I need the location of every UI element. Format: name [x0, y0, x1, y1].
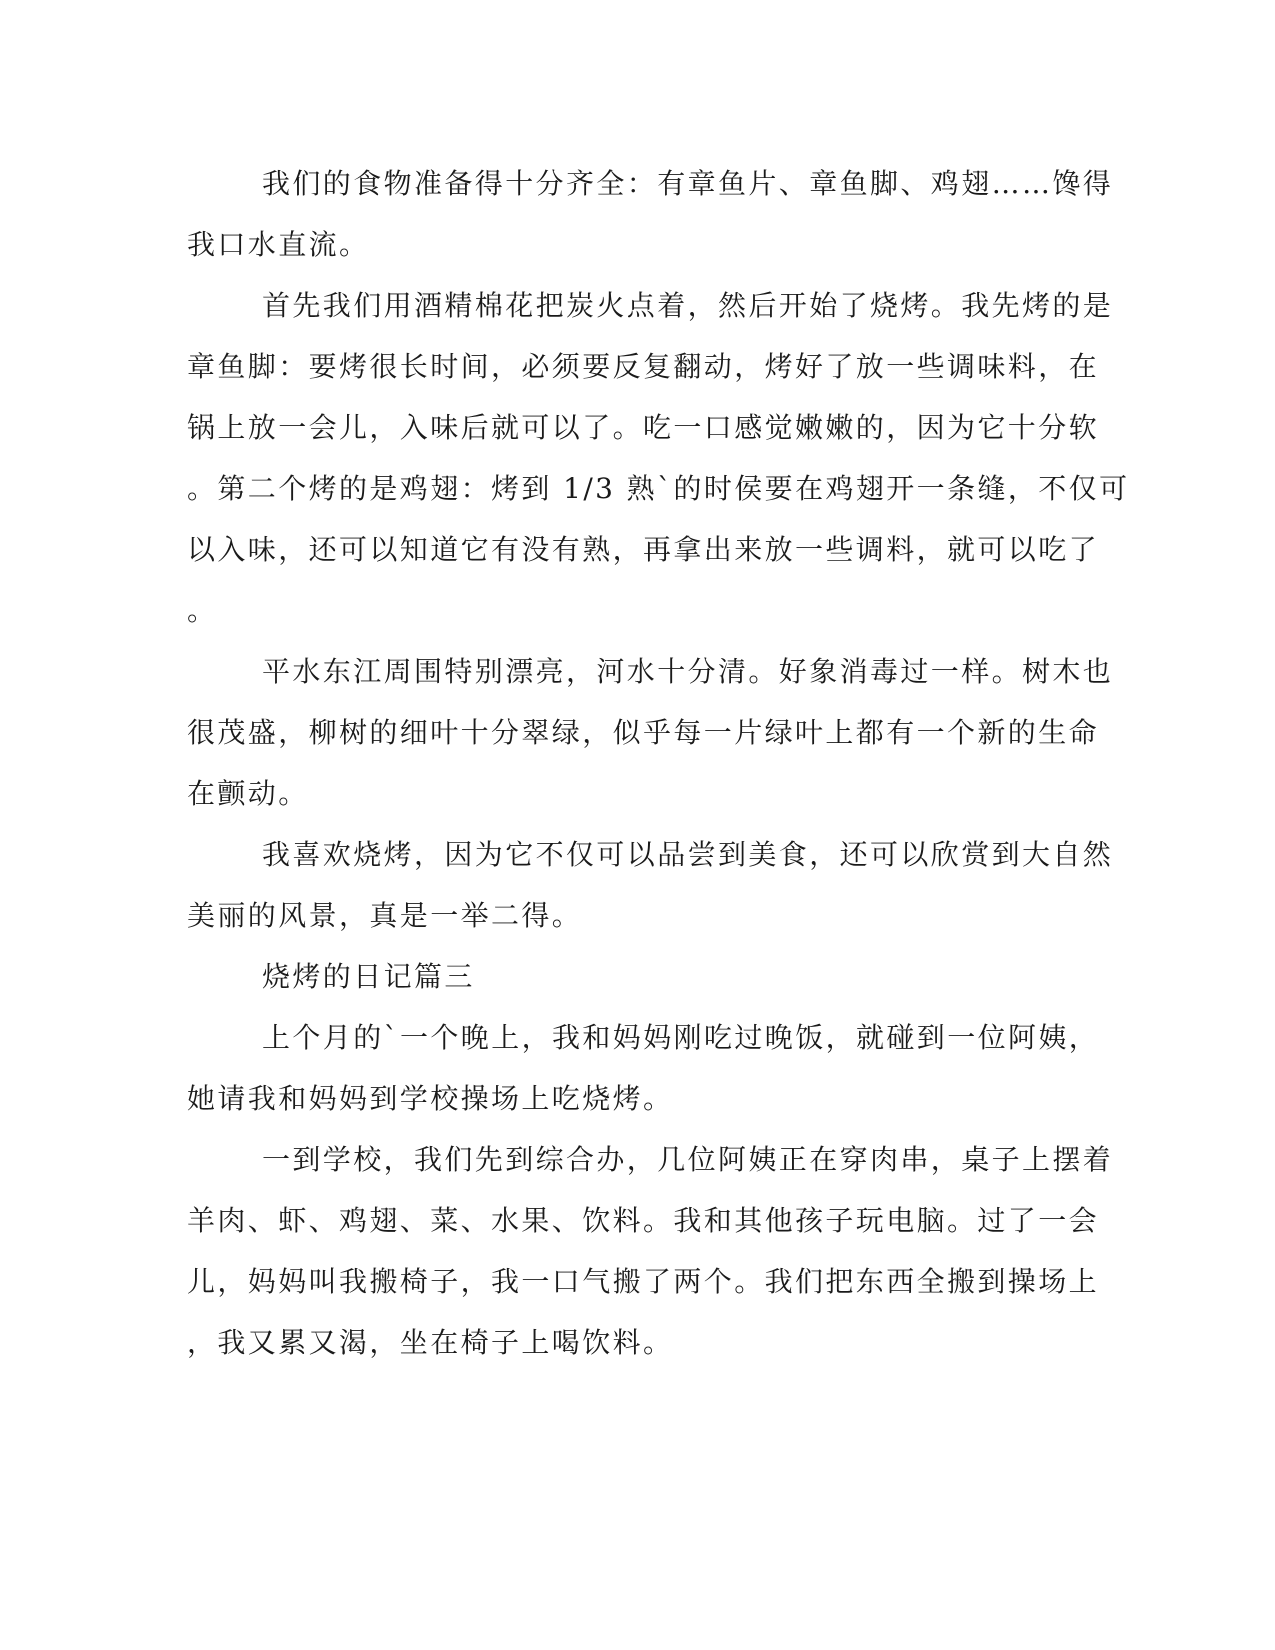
text-line: 她请我和妈妈到学校操场上吃烧烤。 [187, 1082, 674, 1115]
text-line: 。 [187, 594, 218, 627]
text-line: 羊肉、虾、鸡翅、菜、水果、饮料。我和其他孩子玩电脑。过了一会 [187, 1204, 1100, 1237]
text-line: 美丽的风景，真是一举二得。 [187, 899, 583, 932]
text-line: 以入味，还可以知道它有没有熟，再拿出来放一些调料，就可以吃了 [187, 533, 1100, 566]
document-body [187, 153, 1130, 1373]
text-line: 在颤动。 [187, 777, 309, 810]
text-line: 上个月的`一个晚上，我和妈妈刚吃过晚饭，就碰到一位阿姨， [262, 1021, 1100, 1054]
text-line: 。第二个烤的是鸡翅：烤到 1/3 熟`的时侯要在鸡翅开一条缝，不仅可 [187, 472, 1130, 505]
text-line: 平水东江周围特别漂亮，河水十分清。好象消毒过一样。树木也 [262, 655, 1114, 688]
text-line: 很茂盛，柳树的细叶十分翠绿，似乎每一片绿叶上都有一个新的生命 [187, 716, 1100, 749]
text-line: 一到学校，我们先到综合办，几位阿姨正在穿肉串，桌子上摆着 [262, 1143, 1114, 1176]
text-line: 儿，妈妈叫我搬椅子，我一口气搬了两个。我们把东西全搬到操场上 [187, 1265, 1100, 1298]
text-line: 我口水直流。 [187, 228, 370, 261]
text-line: ，我又累又渴，坐在椅子上喝饮料。 [187, 1326, 674, 1359]
text-line: 首先我们用酒精棉花把炭火点着，然后开始了烧烤。我先烤的是 [262, 289, 1114, 322]
text-line: 我喜欢烧烤，因为它不仅可以品尝到美食，还可以欣赏到大自然 [262, 838, 1114, 871]
text-line: 锅上放一会儿，入味后就可以了。吃一口感觉嫩嫩的，因为它十分软 [187, 411, 1100, 444]
text-line: 我们的食物准备得十分齐全：有章鱼片、章鱼脚、鸡翅……馋得 [262, 167, 1114, 200]
text-line: 章鱼脚：要烤很长时间，必须要反复翻动，烤好了放一些调味料，在 [187, 350, 1100, 383]
section-heading: 烧烤的日记篇三 [262, 960, 475, 993]
